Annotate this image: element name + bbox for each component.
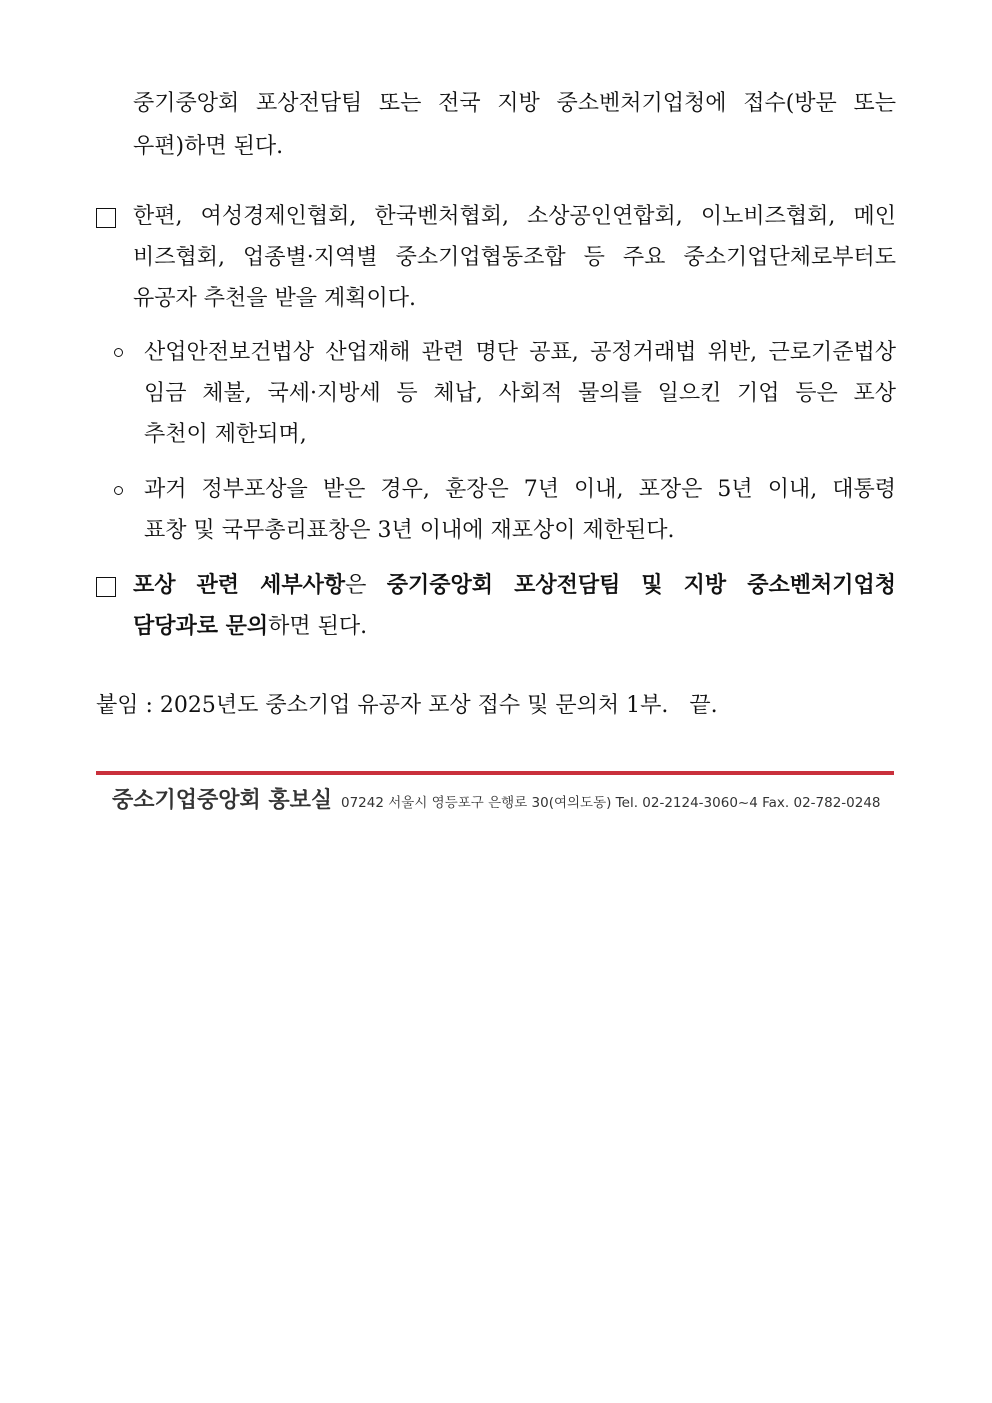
paragraph-line: 우편)하면 된다. bbox=[133, 134, 284, 159]
bold-text: 중기중앙회 포상전담팀 및 지방 중소벤처기업청 bbox=[386, 573, 896, 598]
footer-org-name: 중소기업중앙회 홍보실 bbox=[112, 788, 333, 813]
sub-item-line: 임금 체불, 국세·지방세 등 체납, 사회적 물의를 일으킨 기업 등은 포상 bbox=[144, 381, 896, 406]
text: 하면 된다. bbox=[268, 614, 368, 639]
bold-text: 담당과로 문의 bbox=[133, 614, 269, 639]
circle-bullet-icon bbox=[114, 348, 123, 357]
footer-contact-info: 07242 서울시 영등포구 은행로 30(여의도동) Tel. 02-2124-3060~4 Fax. 02-782-0248 bbox=[341, 795, 881, 811]
sub-item-line: 추천이 제한되며, bbox=[144, 422, 307, 447]
item-line bbox=[133, 612, 367, 642]
item-line: 유공자 추천을 받을 계획이다. bbox=[133, 286, 416, 311]
footer-rule bbox=[96, 771, 894, 775]
item-line bbox=[133, 571, 896, 601]
item-line: 한편, 여성경제인협회, 한국벤처협회, 소상공인연합회, 이노비즈협회, 메인 bbox=[133, 204, 896, 229]
sub-item-line: 산업안전보건법상 산업재해 관련 명단 공표, 공정거래법 위반, 근로기준법상 bbox=[144, 340, 896, 365]
circle-bullet-icon bbox=[114, 486, 123, 495]
checkbox-bullet-icon bbox=[96, 577, 116, 597]
bold-text: 포상 관련 세부사항 bbox=[133, 573, 346, 598]
sub-item-line: 과거 정부포상을 받은 경우, 훈장은 7년 이내, 포장은 5년 이내, 대통령 bbox=[144, 477, 896, 502]
text: 은 bbox=[345, 573, 387, 598]
paragraph-line: 중기중앙회 포상전담팀 또는 전국 지방 중소벤처기업청에 접수(방문 또는 bbox=[133, 91, 896, 116]
sub-item-line: 표창 및 국무총리표창은 3년 이내에 재포상이 제한된다. bbox=[144, 518, 675, 543]
checkbox-bullet-icon bbox=[96, 208, 116, 228]
item-line: 비즈협회, 업종별·지역별 중소기업협동조합 등 주요 중소기업단체로부터도 bbox=[133, 245, 896, 270]
attachment-line: 붙임 : 2025년도 중소기업 유공자 포상 접수 및 문의처 1부. 끝. bbox=[96, 693, 718, 718]
